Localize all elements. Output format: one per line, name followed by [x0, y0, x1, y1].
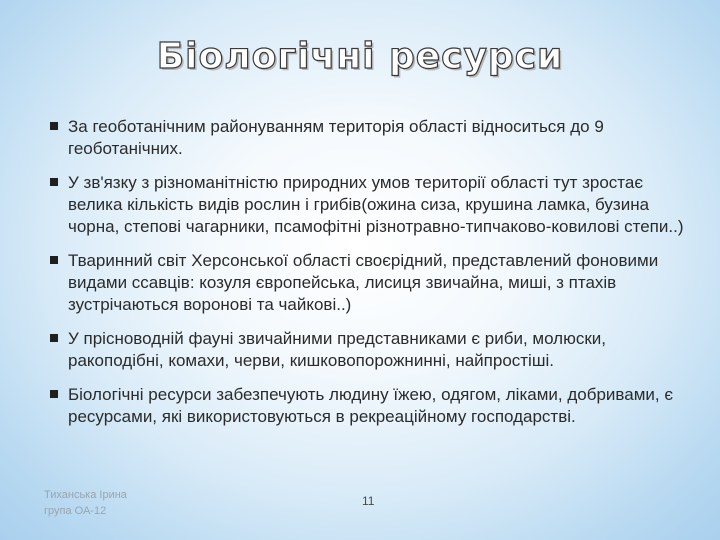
bullet-item: [50, 384, 690, 428]
bullet-item: [50, 328, 690, 372]
square-bullet-icon: [50, 334, 58, 342]
bullet-item: [50, 116, 690, 160]
page-number: 11: [362, 494, 375, 508]
bullet-list: [50, 116, 690, 440]
footer-author-block: [44, 487, 127, 519]
bullet-text: Тваринний світ Херсонської області своєрідний, представлений фоновими видами ссавців: козуля європейська, лисиця звичайна, миші, з птахів зустрічаються воронові та чайкові..): [68, 251, 659, 314]
footer-author: Тиханська Ірина: [44, 489, 127, 501]
square-bullet-icon: [50, 390, 58, 398]
bullet-item: [50, 250, 690, 316]
bullet-text: У зв'язку з різноманітністю природних умов території області тут зростає велика кількість видів рослин і грибів(ожина сиза, крушина ламка, бузина чорна, степові чагарники, псамофітні різнотравно-типчаково-ковилові степи..): [68, 173, 684, 236]
bullet-text: Біологічні ресурси забезпечують людину їжею, одягом, ліками, добривами, є ресурсами, які використовуються в рекреаційному господарстві.: [68, 385, 674, 426]
bullet-text: У прісноводній фауні звичайними представниками є риби, молюски, ракоподібні, комахи, черви, кишковопорожнинні, найпростіші.: [68, 329, 607, 370]
bullet-text: За геоботанічним районуванням територія області відноситься до 9 геоботанічних.: [68, 117, 604, 158]
bullet-item: [50, 172, 690, 238]
square-bullet-icon: [50, 256, 58, 264]
slide-title: Біологічні ресурси: [156, 36, 564, 77]
footer-group: група ОА-12: [44, 505, 107, 517]
square-bullet-icon: [50, 178, 58, 186]
square-bullet-icon: [50, 122, 58, 130]
